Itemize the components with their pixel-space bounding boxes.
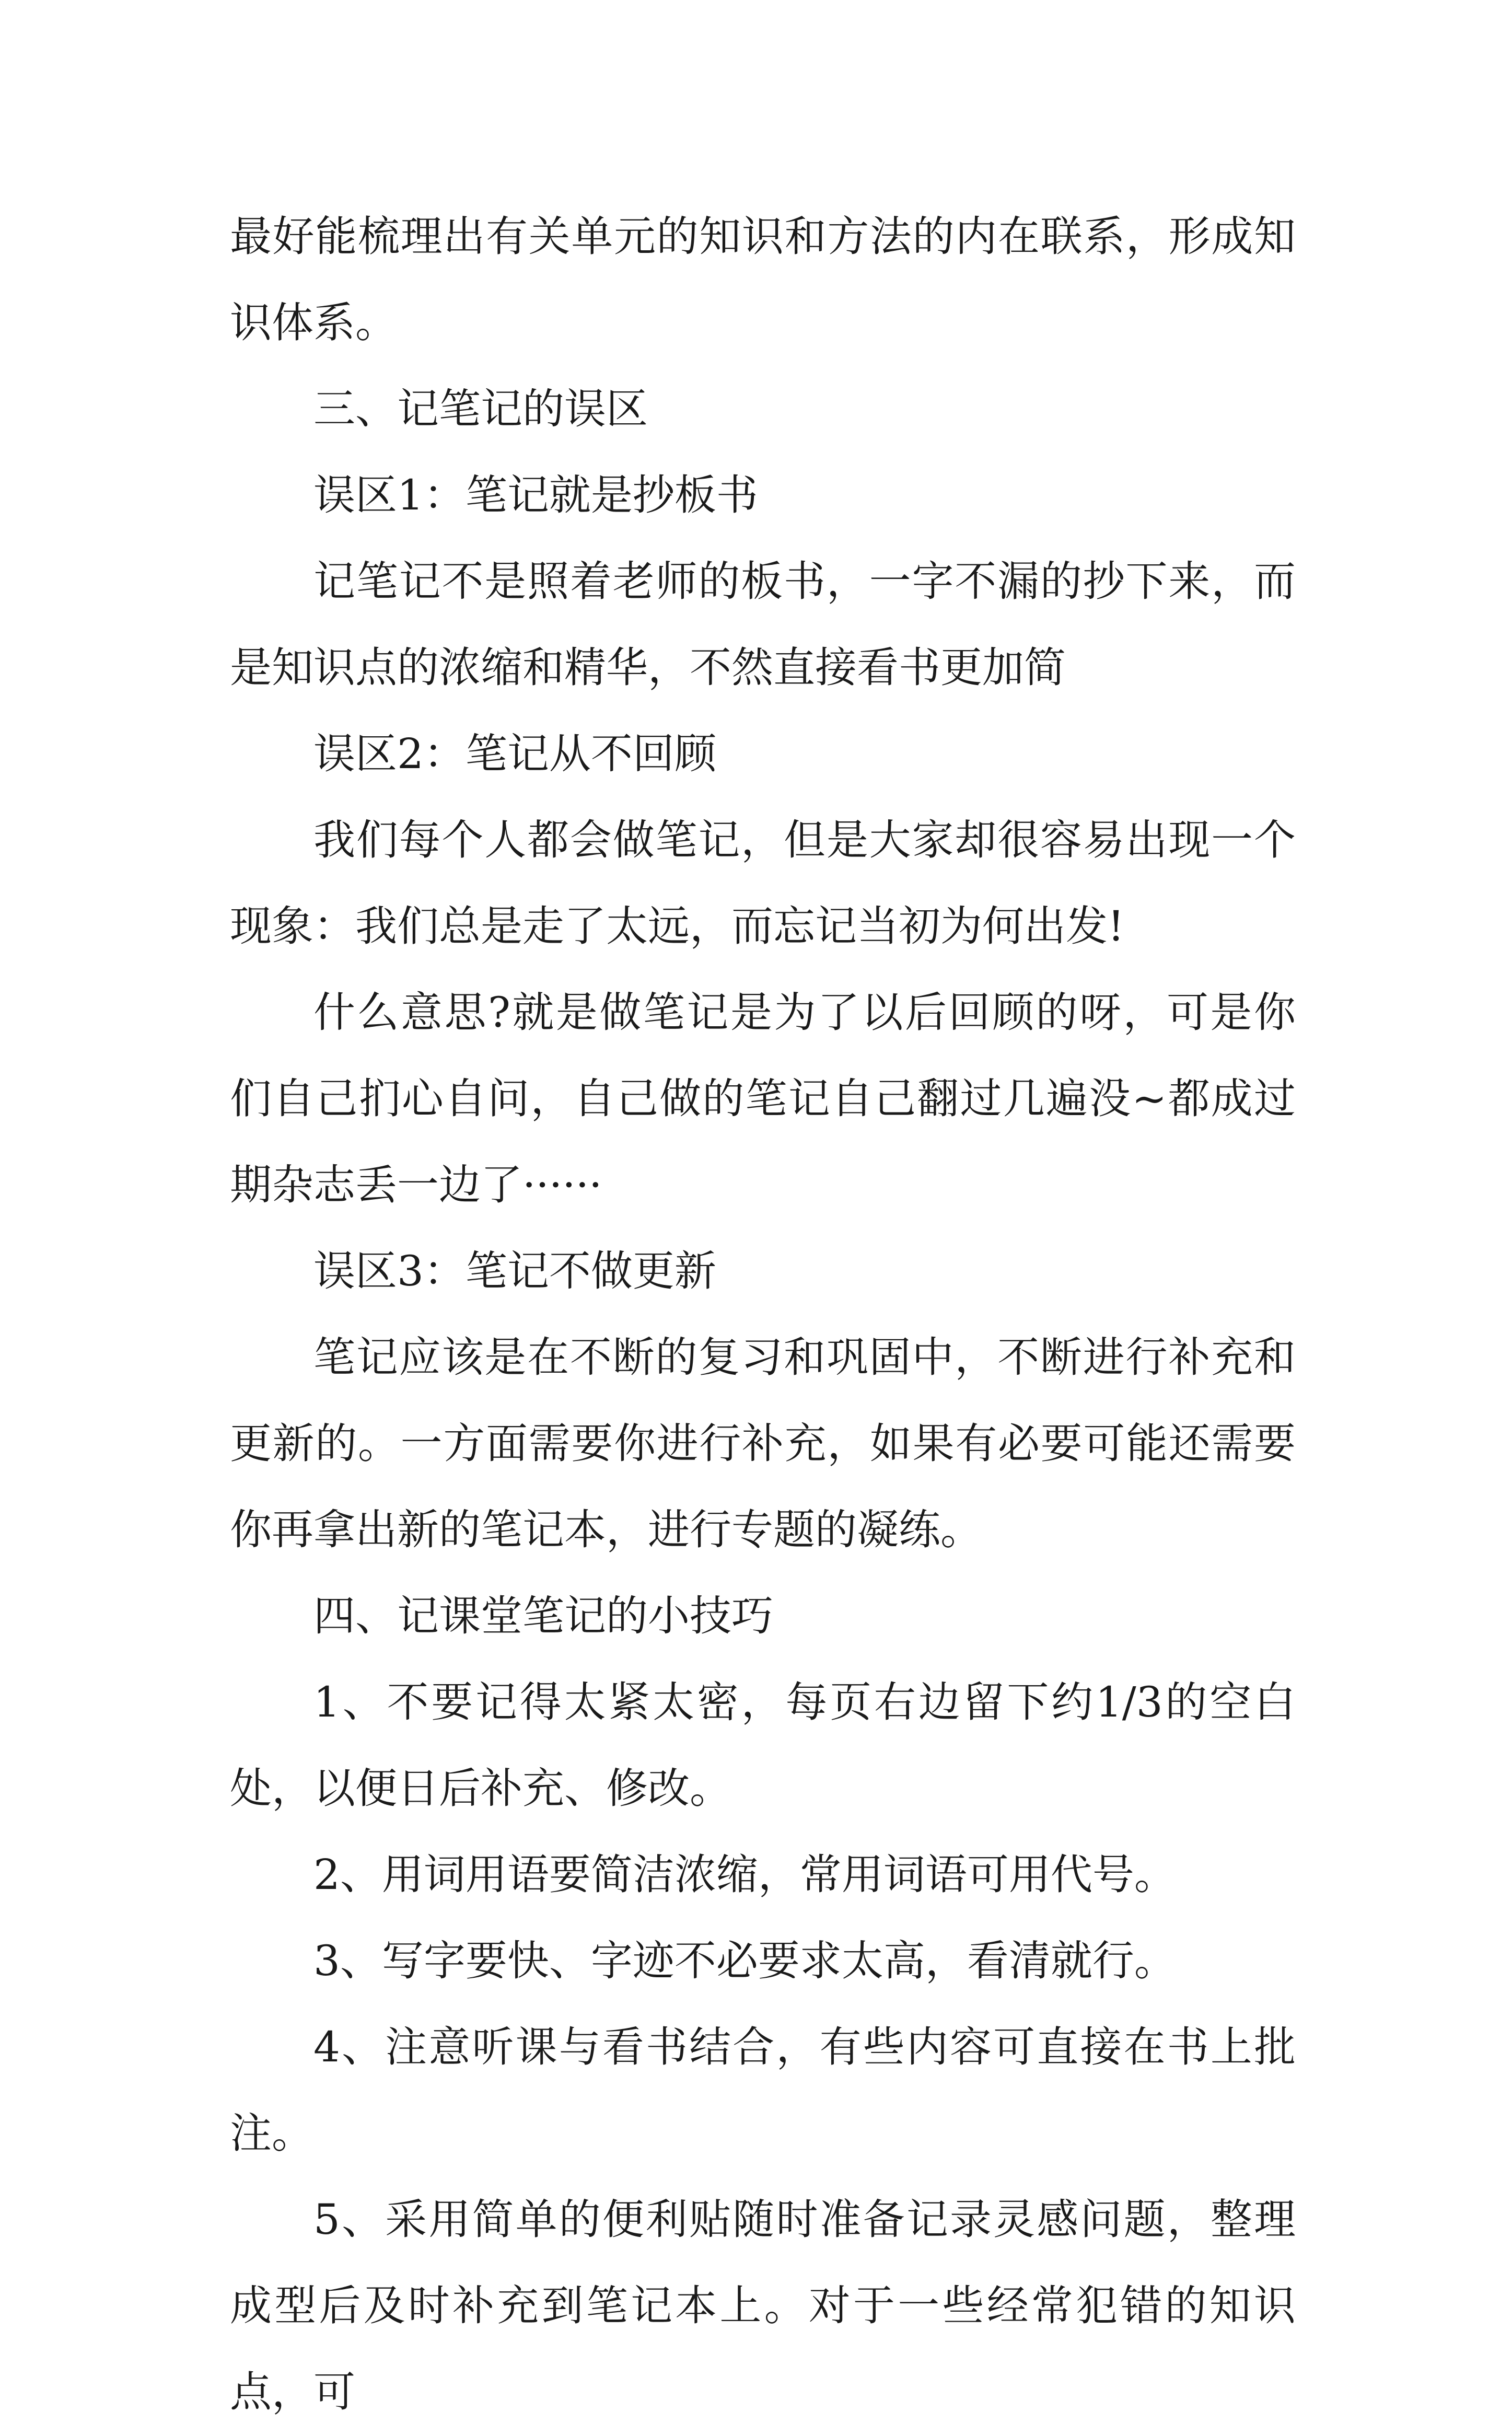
- tip-5: 5、采用简单的便利贴随时准备记录灵感问题，整理成型后及时补充到笔记本上。对于一些经常犯错的知识点，可: [230, 2195, 1296, 2416]
- pitfall-2-body-extra: 什么意思?就是做笔记是为了以后回顾的呀，可是你们自己扪心自问，自己做的笔记自己翻过几遍没~都成过期杂志丢一边了······: [230, 988, 1296, 1209]
- tip-1: 1、不要记得太紧太密，每页右边留下约1/3的空白处，以便日后补充、修改。: [230, 1678, 1296, 1813]
- pitfall-3-body: 笔记应该是在不断的复习和巩固中，不断进行补充和更新的。一方面需要你进行补充，如果有必要可能还需要你再拿出新的笔记本，进行专题的凝练。: [230, 1333, 1296, 1554]
- pitfall-3-heading: 误区3：笔记不做更新: [313, 1247, 716, 1295]
- pitfall-1-body: 记笔记不是照着老师的板书，一字不漏的抄下来，而是知识点的浓缩和精华，不然直接看书更加简: [230, 557, 1296, 692]
- pitfall-1-heading: 误区1：笔记就是抄板书: [313, 471, 758, 519]
- tip-2: 2、用词用语要简洁浓缩，常用词语可用代号。: [313, 1850, 1176, 1899]
- document-page: [230, 193, 1296, 2435]
- pitfall-2-body: 我们每个人都会做笔记，但是大家却很容易出现一个现象：我们总是走了太远，而忘记当初为何出发!: [230, 816, 1296, 950]
- pitfall-2-heading: 误区2：笔记从不回顾: [313, 729, 716, 778]
- tip-3: 3、写字要快、字迹不必要求太高，看清就行。: [313, 1937, 1176, 1985]
- paragraph-continuation: 最好能梳理出有关单元的知识和方法的内在联系，形成知识体系。: [230, 212, 1296, 347]
- section-heading-tips: 四、记课堂笔记的小技巧: [313, 1592, 773, 1640]
- tip-4: 4、注意听课与看书结合，有些内容可直接在书上批注。: [230, 2023, 1296, 2158]
- section-heading-note-pitfalls: 三、记笔记的误区: [313, 385, 648, 433]
